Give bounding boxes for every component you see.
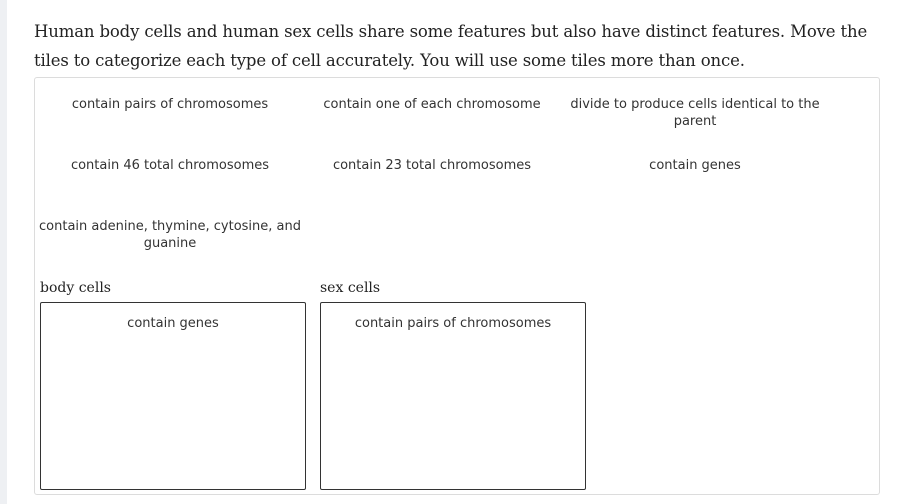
body-cells-label: body cells (40, 280, 111, 296)
tile-46-chromosomes[interactable]: contain 46 total chromosomes (70, 158, 270, 173)
tile-nucleotide-bases[interactable]: contain adenine, thymine, cytosine, and guanine (39, 219, 301, 251)
left-edge-strip (0, 0, 7, 504)
tile-divide-identical[interactable]: divide to produce cells identical to the parent (570, 97, 820, 129)
question-panel (34, 77, 880, 495)
question-prompt: Human body cells and human sex cells share some features but also have distinct features. Move the tiles to categorize each type of cell accurately. You will use some tiles more than once. (34, 22, 868, 70)
tile-one-of-each-chromosome[interactable]: contain one of each chromosome (323, 97, 541, 112)
tile-contain-genes[interactable]: contain genes (649, 158, 741, 173)
placed-tile[interactable]: contain genes (127, 316, 219, 331)
tile-23-chromosomes[interactable]: contain 23 total chromosomes (332, 158, 532, 173)
tile-pairs-of-chromosomes[interactable]: contain pairs of chromosomes (71, 97, 269, 112)
sex-cells-drop-zone[interactable] (320, 302, 586, 490)
body-cells-drop-zone[interactable] (40, 302, 306, 490)
placed-tile[interactable]: contain pairs of chromosomes (354, 316, 552, 331)
tile-bank (35, 78, 881, 278)
sex-cells-label: sex cells (320, 280, 381, 296)
